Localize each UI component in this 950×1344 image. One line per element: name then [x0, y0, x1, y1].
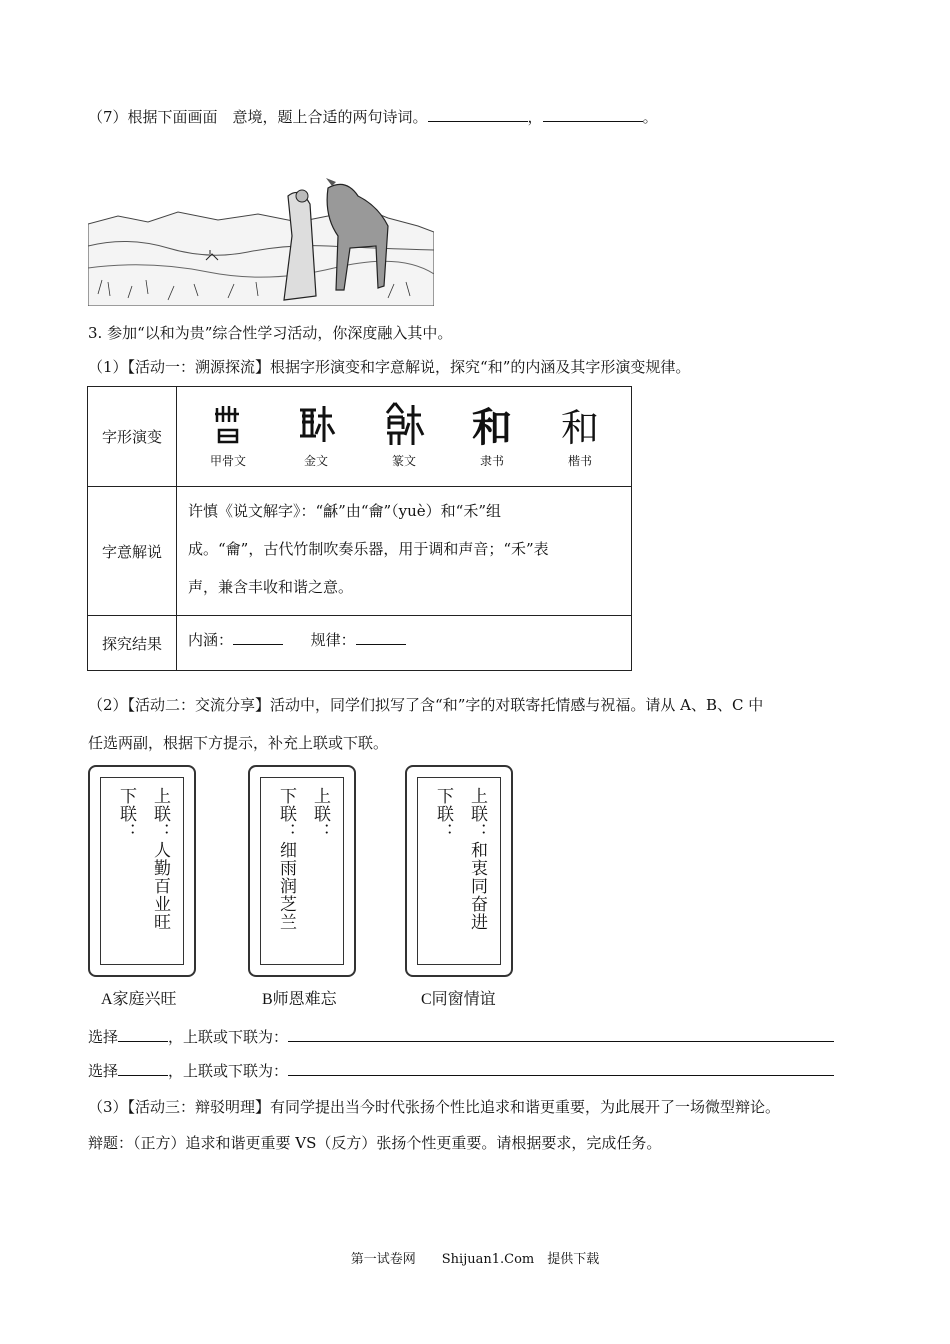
pattern-blank[interactable] — [356, 630, 406, 645]
glyph-row — [177, 387, 632, 487]
bronze-he-icon — [296, 402, 336, 446]
seal-he-icon — [383, 401, 425, 447]
glyph-seal — [364, 398, 444, 479]
couplet-answer-label: ，上联或下联为： — [168, 1028, 289, 1046]
q7-text: （7）根据下面画面 意境，题上合适的两句诗词。 — [88, 108, 428, 126]
choose-line-1 — [88, 1026, 834, 1047]
q3-part3-line1: （3）【活动三：辩驳明理】有同学提出当今时代张扬个性比追求和谐更重要，为此展开了一场微型辩论。 — [88, 1098, 781, 1116]
couplet-c — [405, 765, 513, 977]
clerical-he-char: 和 — [472, 404, 512, 451]
landscape-illustration — [88, 176, 434, 306]
glyph-clerical — [452, 398, 532, 479]
couplet-answer-blank-2[interactable] — [288, 1061, 834, 1076]
choose-label: 选择 — [88, 1062, 119, 1080]
regular-he-char: 和 — [560, 405, 599, 450]
glyph-regular — [540, 398, 620, 479]
meaning-line-2: 成。“龠”，古代竹制吹奏乐器，用于调和声音；“禾”表 — [188, 540, 549, 558]
meaning-line-3: 声，兼含丰收和谐之意。 — [188, 578, 354, 596]
q7-end: 。 — [642, 108, 658, 126]
choose-label: 选择 — [88, 1028, 119, 1046]
connotation-blank[interactable] — [233, 630, 283, 645]
q7-sep: ， — [527, 108, 543, 126]
choose-line-2 — [88, 1060, 834, 1081]
pattern-label: 规律： — [310, 631, 356, 649]
couplet-c-upper: 上联：和衷同奋进 — [467, 787, 487, 931]
glyph-caption: 金文 — [303, 454, 328, 468]
couplet-a-upper: 上联：人勤百业旺 — [150, 787, 170, 931]
choose-blank-2[interactable] — [118, 1061, 168, 1076]
page-footer: 第一试卷网 Shijuan1.Com 提供下载 — [350, 1252, 600, 1267]
couplet-b-caption: B师恩难忘 — [262, 991, 337, 1008]
couplet-c-caption: C同窗情谊 — [421, 991, 496, 1008]
row-label-evolution: 字形演变 — [88, 387, 177, 487]
glyph-caption: 隶书 — [479, 454, 504, 468]
choose-blank-1[interactable] — [118, 1027, 168, 1042]
glyph-caption: 甲骨文 — [209, 454, 246, 468]
meaning-cell — [177, 487, 632, 616]
q3-heading: 3. 参加“以和为贵”综合性学习活动，你深度融入其中。 — [88, 324, 453, 342]
couplet-answer-blank-1[interactable] — [288, 1027, 834, 1042]
oracle-bone-he-icon — [211, 402, 245, 446]
couplet-a-caption: A家庭兴旺 — [101, 991, 177, 1008]
glyph-bronze — [276, 398, 356, 479]
meaning-line-1: 许慎《说文解字》：“龢”由“龠”（yuè）和“禾”组 — [188, 502, 502, 520]
connotation-label: 内涵： — [188, 631, 234, 649]
q3-part1: （1）【活动一：溯源探流】根据字形演变和字意解说，探究“和”的内涵及其字形演变规律。 — [88, 358, 691, 376]
couplet-b — [248, 765, 356, 977]
couplet-a-lower: 下联： — [116, 787, 136, 841]
couplet-a — [88, 765, 196, 977]
glyph-caption: 楷书 — [567, 454, 592, 468]
glyph-caption: 篆文 — [391, 454, 416, 468]
row-label-result: 探究结果 — [88, 616, 177, 671]
q7-line — [88, 106, 658, 127]
couplet-b-upper: 上联： — [310, 787, 330, 841]
q7-blank-2[interactable] — [543, 107, 643, 122]
couplet-b-lower: 下联：细雨润芝兰 — [276, 787, 296, 931]
couplet-c-lower: 下联： — [433, 787, 453, 841]
result-cell — [177, 616, 632, 671]
q3-part2-line2: 任选两副，根据下方提示，补充上联或下联。 — [88, 734, 389, 752]
q7-blank-1[interactable] — [428, 107, 528, 122]
q3-part3-line2: 辩题：（正方）追求和谐更重要 VS（反方）张扬个性更重要。请根据要求，完成任务。 — [88, 1134, 662, 1152]
row-label-meaning: 字意解说 — [88, 487, 177, 616]
he-evolution-table — [87, 386, 632, 671]
q3-part2-line1: （2）【活动二：交流分享】活动中，同学们拟写了含“和”字的对联寄托情感与祝福。请从 A、B、C 中 — [88, 696, 764, 714]
couplet-answer-label: ，上联或下联为： — [168, 1062, 289, 1080]
glyph-oracle — [188, 398, 268, 479]
